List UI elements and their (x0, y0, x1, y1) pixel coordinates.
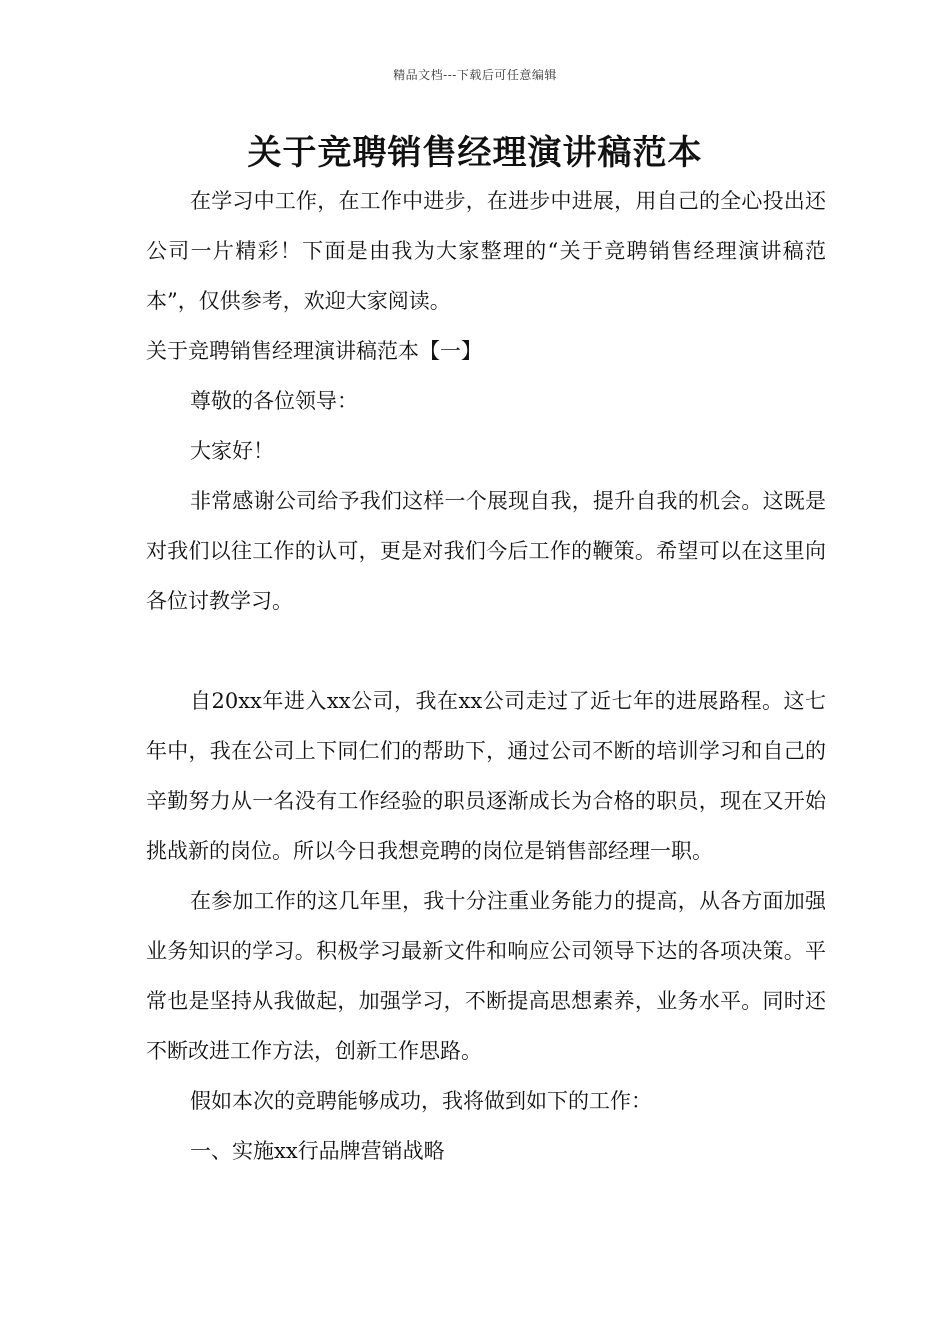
paragraph-thanks: 非常感谢公司给予我们这样一个展现自我，提升自我的机会。这既是对我们以往工作的认可，更是对我们今后工作的鞭策。希望可以在这里向各位讨教学习。 (146, 489, 826, 613)
greeting: 大家好！ (190, 439, 274, 463)
paragraph-career: 自20xx年进入xx公司，我在xx公司走过了近七年的进展路程。这七年中，我在公司上下同仁们的帮助下，通过公司不断的培训学习和自己的辛勤努力从一名没有工作经验的职员逐渐成长为合格的职员，现在又开始挑战新的岗位。所以今日我想竞聘的岗位是销售部经理一职。 (146, 689, 826, 863)
document-title: 关于竞聘销售经理演讲稿范本 (247, 133, 703, 173)
section-heading: 关于竞聘销售经理演讲稿范本【一】 (146, 339, 482, 363)
paragraph-plan: 假如本次的竞聘能够成功，我将做到如下的工作： (190, 1089, 652, 1113)
document-body (146, 176, 826, 1176)
intro-paragraph: 在学习中工作，在工作中进步，在进步中进展，用自己的全心投出还公司一片精彩！下面是由我为大家整理的“关于竞聘销售经理演讲稿范本”，仅供参考，欢迎大家阅读。 (146, 189, 826, 313)
salutation: 尊敬的各位领导： (190, 389, 358, 413)
list-item-strategy: 一、实施xx行品牌营销战略 (190, 1139, 445, 1163)
paragraph-work: 在参加工作的这几年里，我十分注重业务能力的提高，从各方面加强业务知识的学习。积极学习最新文件和响应公司领导下达的各项决策。平常也是坚持从我做起，加强学习，不断提高思想素养，业务水平。同时还不断改进工作方法，创新工作思路。 (146, 889, 826, 1063)
header-note: 精品文档---下载后可任意编辑 (393, 68, 557, 82)
